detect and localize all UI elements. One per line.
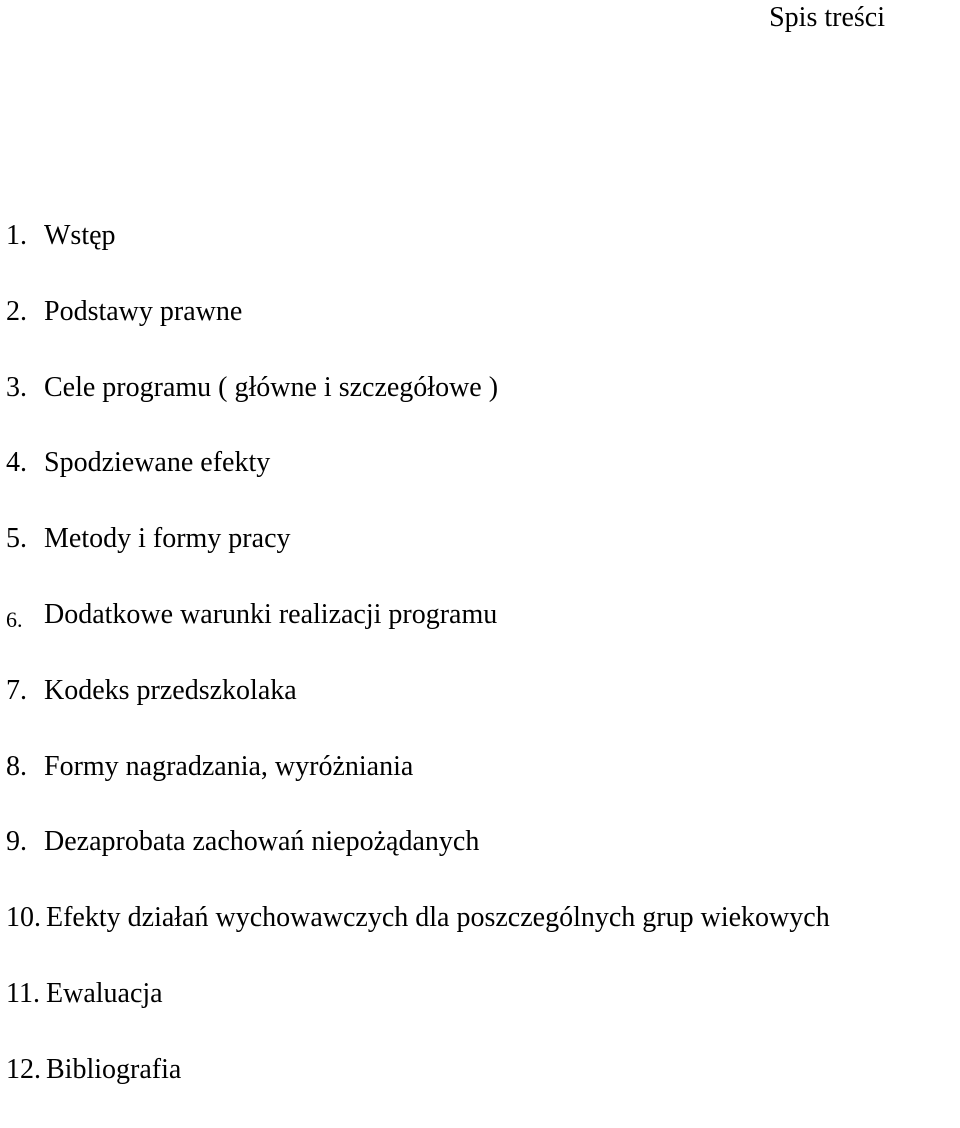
toc-item-label: Ewaluacja bbox=[46, 977, 163, 1009]
toc-item-number: 7. bbox=[6, 674, 27, 706]
toc-item-number: 11. bbox=[6, 977, 40, 1009]
toc-item-label: Cele programu ( główne i szczegółowe ) bbox=[44, 371, 499, 403]
toc-item-label: Dodatkowe warunki realizacji programu bbox=[44, 598, 498, 630]
toc-item-number: 4. bbox=[6, 447, 27, 479]
toc-item-label: Kodeks przedszkolaka bbox=[44, 674, 297, 706]
toc-item-number: 6. bbox=[6, 606, 23, 632]
toc-item-number: 9. bbox=[6, 826, 27, 858]
toc-item-number: 8. bbox=[6, 750, 27, 782]
toc-item-number: 10. bbox=[6, 902, 41, 934]
toc-item-label: Metody i formy pracy bbox=[44, 523, 291, 555]
toc-item-label: Dezaprobata zachowań niepożądanych bbox=[44, 826, 480, 858]
toc-item-label: Wstęp bbox=[44, 220, 116, 251]
toc-item-number: 5. bbox=[6, 523, 27, 555]
toc-item-number: 1. bbox=[6, 220, 27, 251]
toc-item-number: 12. bbox=[6, 1053, 41, 1085]
toc-item-label: Podstawy prawne bbox=[44, 295, 243, 327]
toc-item-number: 2. bbox=[6, 295, 27, 327]
toc-item-label: Formy nagradzania, wyróżniania bbox=[44, 750, 414, 782]
toc-item-label: Bibliografia bbox=[46, 1053, 182, 1085]
toc-item-label: Spodziewane efekty bbox=[44, 447, 271, 479]
toc-item-number: 3. bbox=[6, 371, 27, 403]
toc-item-label: Efekty działań wychowawczych dla poszczególnych grup wiekowych bbox=[46, 902, 830, 934]
page-title: Spis treści bbox=[769, 2, 885, 33]
